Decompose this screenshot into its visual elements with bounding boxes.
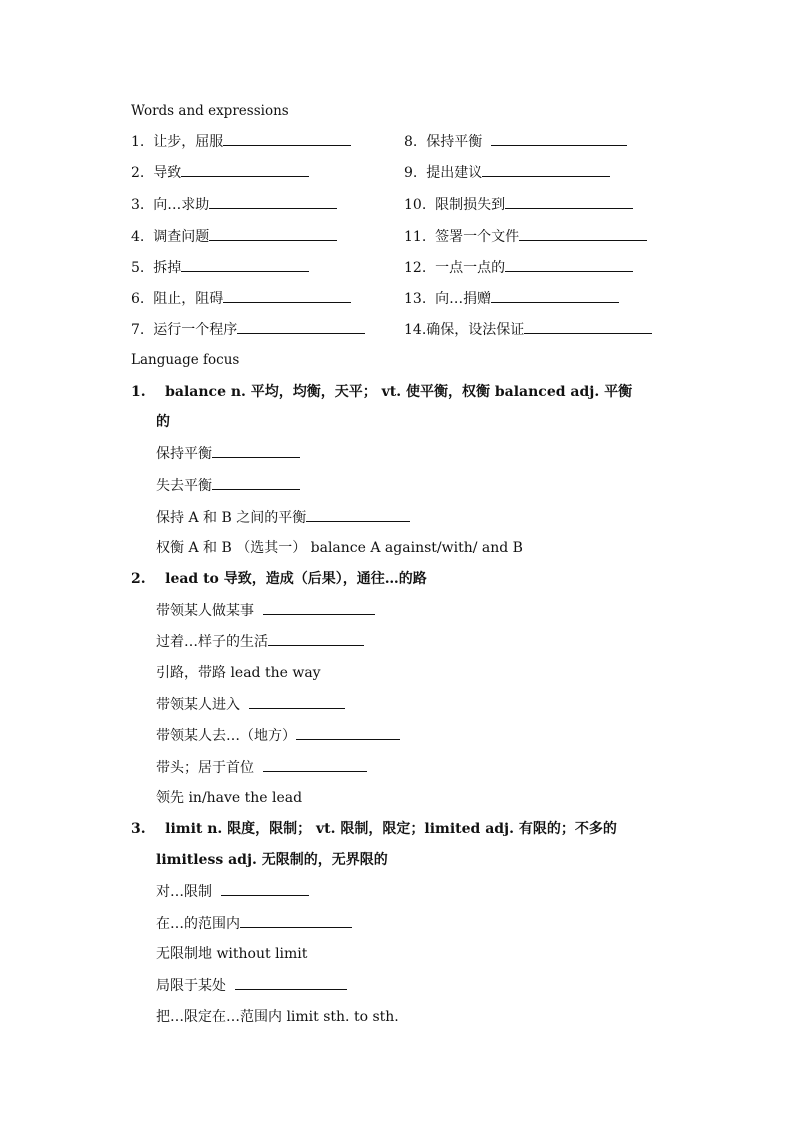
answer-blank[interactable]	[491, 131, 627, 146]
vocab-item-2	[131, 162, 309, 183]
answer-blank[interactable]	[237, 319, 365, 334]
answer-blank[interactable]	[524, 319, 652, 334]
phrase-text: 局限于某处	[156, 978, 226, 994]
answer-blank[interactable]	[240, 913, 352, 928]
answer-blank[interactable]	[209, 226, 337, 241]
phrase-line	[156, 694, 345, 715]
phrase-line: 把…限定在…范围内 limit sth. to sth.	[156, 1009, 399, 1025]
focus-item-2-title	[131, 569, 427, 589]
focus-item-3-title-cont: limitless adj. 无限制的，无界限的	[156, 852, 388, 868]
vocab-item-8	[404, 131, 627, 152]
phrase-line: 无限制地 without limit	[156, 946, 308, 962]
vocab-item-13	[404, 288, 619, 309]
answer-blank[interactable]	[181, 257, 309, 272]
phrase-text: 带头；居于首位	[156, 760, 254, 776]
item-title: balance n. 平均，均衡，天平； vt. 使平衡，权衡 balanced adj. 平衡	[165, 384, 633, 400]
vocab-item-12	[404, 257, 633, 278]
phrase-line	[156, 975, 347, 996]
answer-blank[interactable]	[181, 162, 309, 177]
vocab-item-3	[131, 194, 337, 215]
phrase-line: 权衡 A 和 B （选其一） balance A against/with/ and B	[156, 540, 523, 556]
answer-blank[interactable]	[482, 162, 610, 177]
answer-blank[interactable]	[209, 194, 337, 209]
language-focus-heading: Language focus	[131, 352, 240, 368]
vocab-text: 拆掉	[153, 260, 182, 276]
vocab-item-6	[131, 288, 351, 309]
vocab-item-9	[404, 162, 610, 183]
vocab-num: 11.	[404, 229, 427, 245]
answer-blank[interactable]	[491, 288, 619, 303]
vocab-text: 阻止，阻碍	[153, 291, 224, 307]
vocab-text: 提出建议	[426, 165, 483, 181]
vocab-num: 6.	[131, 291, 145, 307]
phrase-text: 保持 A 和 B 之间的平衡	[156, 510, 307, 526]
vocab-num: 3.	[131, 197, 145, 213]
phrase-line	[156, 881, 309, 902]
vocab-text: 向…求助	[153, 197, 210, 213]
answer-blank[interactable]	[212, 443, 300, 458]
words-heading: Words and expressions	[131, 103, 289, 119]
focus-item-3-title	[131, 819, 617, 839]
answer-blank[interactable]	[223, 288, 351, 303]
vocab-num: 7.	[131, 322, 145, 338]
phrase-line	[156, 475, 300, 496]
answer-blank[interactable]	[505, 194, 633, 209]
vocab-text: 限制损失到	[435, 197, 506, 213]
vocab-text: 一点一点的	[435, 260, 506, 276]
phrase-line: 领先 in/have the lead	[156, 790, 303, 806]
phrase-text: 保持平衡	[156, 446, 212, 462]
answer-blank[interactable]	[505, 257, 633, 272]
vocab-text: 确保，设法保证	[426, 322, 525, 338]
vocab-item-11	[404, 226, 647, 247]
vocab-text: 保持平衡	[426, 134, 483, 150]
vocab-text: 让步，屈服	[153, 134, 224, 150]
vocab-num: 4.	[131, 229, 145, 245]
vocab-item-10	[404, 194, 633, 215]
answer-blank[interactable]	[306, 507, 410, 522]
phrase-line	[156, 443, 300, 464]
vocab-item-7	[131, 319, 365, 340]
answer-blank[interactable]	[263, 600, 375, 615]
vocab-num: 2.	[131, 165, 145, 181]
answer-blank[interactable]	[235, 975, 347, 990]
vocab-text: 运行一个程序	[153, 322, 238, 338]
item-title: limit n. 限度，限制； vt. 限制，限定；limited adj. 有限的；不多的	[165, 821, 617, 837]
vocab-item-5	[131, 257, 309, 278]
focus-item-1-title-cont: 的	[156, 414, 170, 430]
vocab-text: 导致	[153, 165, 182, 181]
answer-blank[interactable]	[268, 631, 364, 646]
phrase-line	[156, 600, 375, 621]
vocab-num: 9.	[404, 165, 418, 181]
phrase-line	[156, 507, 410, 528]
answer-blank[interactable]	[519, 226, 647, 241]
item-num: 2.	[131, 571, 146, 587]
answer-blank[interactable]	[296, 725, 400, 740]
vocab-text: 调查问题	[153, 229, 210, 245]
vocab-item-4	[131, 226, 337, 247]
phrase-line	[156, 913, 352, 934]
item-num: 1.	[131, 384, 146, 400]
phrase-text: 带领某人去…（地方）	[156, 728, 296, 744]
phrase-text: 带领某人进入	[156, 697, 240, 713]
answer-blank[interactable]	[212, 475, 300, 490]
item-num: 3.	[131, 821, 146, 837]
phrase-text: 过着…样子的生活	[156, 634, 268, 650]
phrase-text: 在…的范围内	[156, 916, 240, 932]
vocab-num: 14.	[404, 322, 427, 338]
phrase-text: 带领某人做某事	[156, 603, 254, 619]
vocab-num: 13.	[404, 291, 427, 307]
vocab-text: 签署一个文件	[435, 229, 520, 245]
answer-blank[interactable]	[223, 131, 351, 146]
phrase-text: 失去平衡	[156, 478, 212, 494]
vocab-num: 5.	[131, 260, 145, 276]
vocab-num: 8.	[404, 134, 418, 150]
answer-blank[interactable]	[263, 757, 367, 772]
phrase-line	[156, 757, 367, 778]
vocab-num: 12.	[404, 260, 427, 276]
vocab-text: 向…捐赠	[435, 291, 492, 307]
answer-blank[interactable]	[249, 694, 345, 709]
vocab-num: 10.	[404, 197, 427, 213]
focus-item-1-title	[131, 382, 632, 402]
vocab-item-14	[404, 319, 652, 340]
phrase-line: 引路，带路 lead the way	[156, 665, 321, 681]
item-title: lead to 导致，造成（后果），通往…的路	[165, 571, 427, 587]
vocab-item-1	[131, 131, 351, 152]
phrase-line	[156, 631, 364, 652]
vocab-num: 1.	[131, 134, 145, 150]
phrase-text: 对…限制	[156, 884, 212, 900]
answer-blank[interactable]	[221, 881, 309, 896]
phrase-line	[156, 725, 400, 746]
